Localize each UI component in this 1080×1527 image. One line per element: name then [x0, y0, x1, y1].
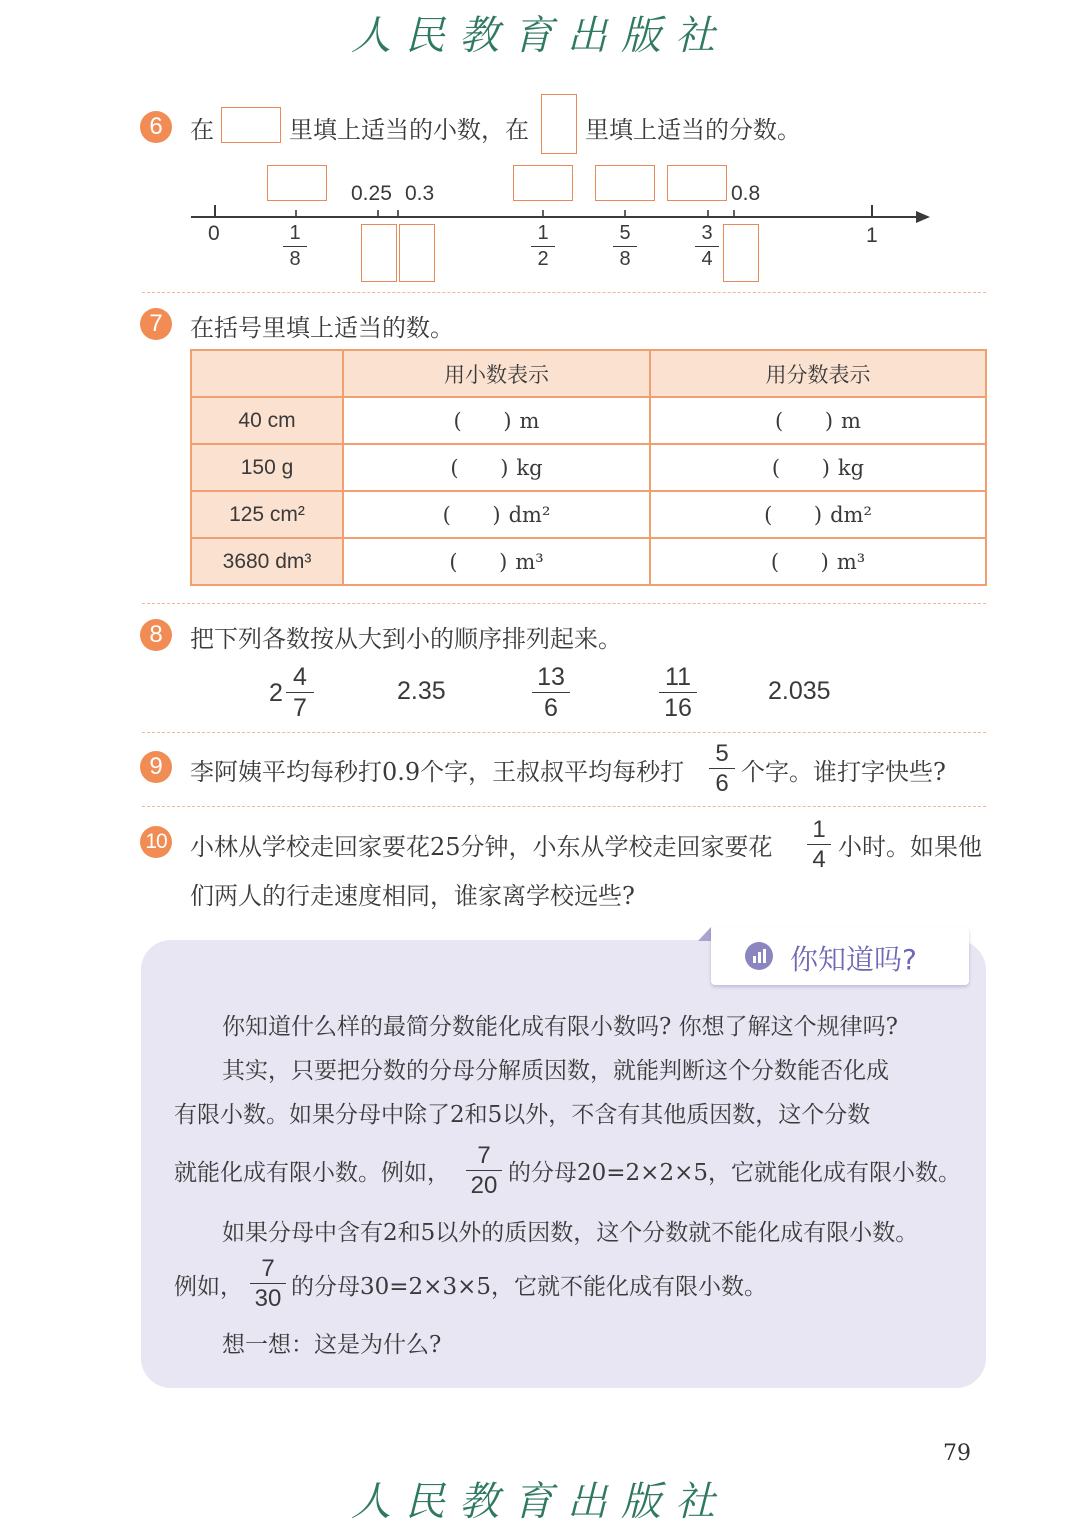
decimal-answer-cell[interactable]: ( ) kg: [343, 444, 650, 491]
know-paragraph-3-line-2-post: 的分母30=2×3×5，它就不能化成有限小数。: [291, 1274, 767, 1300]
decimal-answer-cell[interactable]: ( ) dm²: [343, 491, 650, 538]
q10-text-a: 小林从学校走回家要花25分钟，小东从学校走回家要花: [190, 833, 773, 861]
label-0-3: 0.3: [405, 182, 435, 205]
header-decimal: 用小数表示: [343, 350, 650, 397]
quantity-cell: 3680 dm³: [191, 538, 343, 585]
know-paragraph-2-line-2: 有限小数。如果分母中除了2和5以外，不含有其他质因数，这个分数: [174, 1102, 871, 1128]
label-zero: 0: [208, 222, 220, 245]
question-8-badge: 8: [140, 619, 172, 651]
q6-legend-decimal-box: [221, 107, 281, 143]
fraction-11-16: 11 16: [659, 664, 697, 722]
page-number: 79: [943, 1441, 971, 1466]
fraction-answer-cell[interactable]: ( ) dm²: [650, 491, 986, 538]
separator: [142, 806, 986, 807]
question-9-badge: 9: [140, 751, 172, 783]
decimal-answer-cell[interactable]: ( ) m: [343, 397, 650, 444]
fraction-3-4: 3 4: [695, 223, 719, 270]
publisher-footer: 人民教育出版社: [351, 1479, 729, 1525]
question-10-badge: 10: [140, 826, 172, 858]
fraction-1-2: 1 2: [531, 223, 555, 270]
question-6-badge: 6: [140, 111, 172, 143]
q6-box-above-4[interactable]: [667, 165, 727, 201]
table-row: [191, 538, 986, 585]
q6-legend-fraction-box: [541, 94, 577, 154]
label-one: 1: [866, 224, 878, 247]
q9-text-a: 李阿姨平均每秒打0.9个字，王叔叔平均每秒打: [190, 758, 685, 786]
table-row: [191, 444, 986, 491]
quantity-cell: 150 g: [191, 444, 343, 491]
know-paragraph-1: 你知道什么样的最简分数能化成有限小数吗? 你想了解这个规律吗?: [222, 1014, 898, 1040]
know-paragraph-2-line-1: 其实，只要把分数的分母分解质因数，就能判断这个分数能否化成: [222, 1058, 889, 1084]
did-you-know-title: 你知道吗?: [790, 943, 917, 976]
fraction-answer-cell[interactable]: ( ) kg: [650, 444, 986, 491]
mixed-whole: 2: [269, 679, 283, 707]
separator: [142, 603, 986, 604]
q8-text: 把下列各数按从大到小的顺序排列起来。: [190, 625, 622, 653]
separator: [142, 732, 986, 733]
fraction-answer-cell[interactable]: ( ) m³: [650, 538, 986, 585]
decimal-answer-cell[interactable]: ( ) m³: [343, 538, 650, 585]
fraction-13-6: 13 6: [532, 664, 570, 722]
q6-box-above-3[interactable]: [595, 165, 655, 201]
table-row: [191, 491, 986, 538]
header-fraction: 用分数表示: [650, 350, 986, 397]
table-row: [191, 397, 986, 444]
know-paragraph-2-line-3-post: 的分母20=2×2×5，它就能化成有限小数。: [508, 1160, 961, 1186]
q6-box-above-2[interactable]: [513, 165, 573, 201]
q6-box-below-3[interactable]: [723, 224, 759, 282]
q7-text: 在括号里填上适当的数。: [190, 314, 454, 342]
separator: [142, 292, 986, 293]
q6-box-below-2[interactable]: [399, 224, 435, 282]
q6-text-a: 在: [190, 116, 214, 144]
quantity-cell: 40 cm: [191, 397, 343, 444]
know-paragraph-3-line-1: 如果分母中含有2和5以外的质因数，这个分数就不能化成有限小数。: [222, 1220, 919, 1246]
fraction-5-8: 5 8: [613, 223, 637, 270]
fraction-1-4: 1 4: [807, 817, 831, 872]
know-paragraph-4: 想一想：这是为什么?: [222, 1332, 442, 1358]
quantity-cell: 125 cm²: [191, 491, 343, 538]
number-2-035: 2.035: [768, 677, 831, 705]
fraction-4-7: 4 7: [286, 664, 314, 722]
number-2-35: 2.35: [397, 677, 446, 705]
know-paragraph-3-line-2-pre: 例如，: [174, 1274, 243, 1300]
fraction-5-6: 5 6: [709, 741, 735, 796]
label-0-25: 0.25: [351, 182, 392, 205]
fraction-7-30: 7 30: [250, 1256, 286, 1311]
fraction-7-20: 7 20: [466, 1143, 502, 1198]
question-7-badge: 7: [140, 308, 172, 340]
fraction-1-8: 1 8: [283, 223, 307, 270]
know-paragraph-2-line-3-pre: 就能化成有限小数。例如，: [174, 1160, 450, 1186]
q10-text-b: 小时。如果他: [838, 833, 982, 861]
q10-text-c: 们两人的行走速度相同，谁家离学校远些?: [190, 882, 635, 910]
fraction-answer-cell[interactable]: ( ) m: [650, 397, 986, 444]
publisher-header: 人民教育出版社: [351, 13, 729, 59]
conversion-table: [190, 349, 987, 586]
table-corner: [191, 350, 343, 397]
q6-box-above-1[interactable]: [267, 165, 327, 201]
q6-text-b: 里填上适当的小数，在: [289, 116, 529, 144]
q6-text-c: 里填上适当的分数。: [585, 116, 801, 144]
label-0-8: 0.8: [731, 182, 761, 205]
q6-box-below-1[interactable]: [361, 224, 397, 282]
q9-text-b: 个字。谁打字快些?: [741, 758, 946, 786]
bar-chart-icon: [745, 942, 773, 970]
tab-fold: [698, 927, 711, 941]
